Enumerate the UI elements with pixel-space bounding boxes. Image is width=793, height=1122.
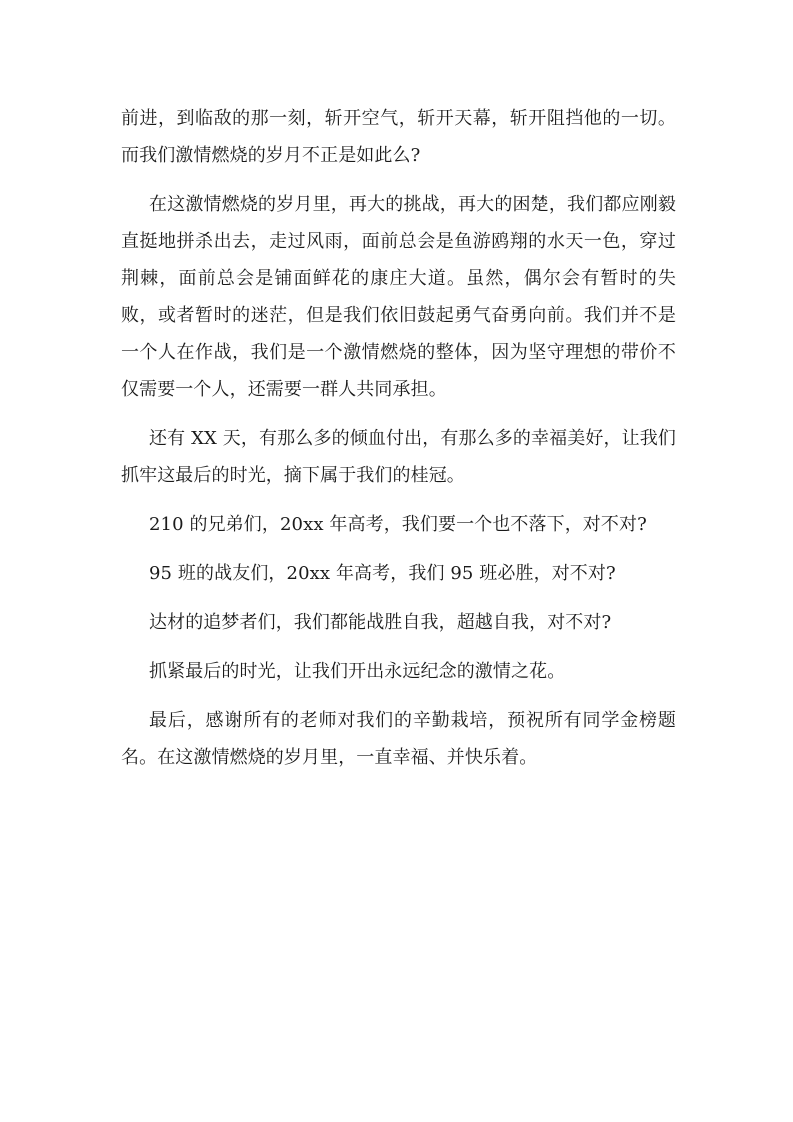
paragraph-dreamers: 达材的追梦者们，我们都能战胜自我，超越自我，对不对? [149,612,612,633]
paragraph-remaining-days: 还有 XX 天，有那么多的倾血付出，有那么多的幸福美好，让我们抓牢这最后的时光，摘下属于我们的桂冠。 [121,428,676,486]
paragraph-challenges: 在这激情燃烧的岁月里，再大的挑战，再大的困楚，我们都应刚毅直挺地拼杀出去，走过风雨，面前总会是鱼游鸥翔的水天一色，穿过荆棘，面前总会是铺面鲜花的康庄大道。虽然，偶尔会有暂时的失败，或者暂时的迷茫，但是我们依旧鼓起勇气奋勇向前。我们并不是一个人在作战，我们是一个激情燃烧的整体，因为坚守理想的带价不仅需要一个人，还需要一群人共同承担。 [121,194,676,400]
paragraph-brothers-210: 210 的兄弟们，20xx 年高考，我们要一个也不落下，对不对? [149,514,647,535]
document-body [121,100,676,788]
paragraph-class-95: 95 班的战友们，20xx 年高考，我们 95 班必胜，对不对? [149,563,616,584]
paragraph-continuation: 前进，到临敌的那一刻，斩开空气，斩开天幕，斩开阻挡他的一切。而我们激情燃烧的岁月不正是如此么? [121,108,676,166]
paragraph-closing-thanks: 最后，感谢所有的老师对我们的辛勤栽培，预祝所有同学金榜题名。在这激情燃烧的岁月里，一直幸福、并快乐着。 [121,710,676,768]
paragraph-last-time: 抓紧最后的时光，让我们开出永远纪念的激情之花。 [149,661,566,682]
